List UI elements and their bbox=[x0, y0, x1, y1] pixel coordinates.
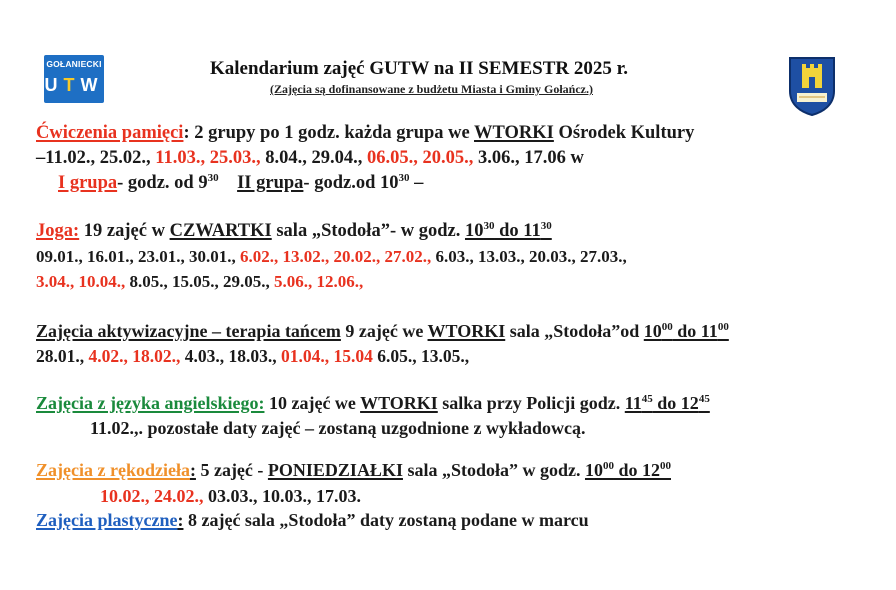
pamiec-dates-b: 8.04., 29.04., bbox=[260, 148, 363, 168]
taniec-place: sala „Stodoła”od bbox=[505, 321, 644, 341]
group1-minutes: 30 bbox=[207, 172, 219, 184]
taniec-line-1 bbox=[36, 321, 729, 342]
joga-heading: Joga: bbox=[36, 221, 80, 241]
joga-dates-apr: 3.04., 10.04., bbox=[36, 272, 126, 291]
group2-time: - godz.od 10 bbox=[303, 173, 399, 193]
angielski-time: $11^{45}$ do $12^{45}$ bbox=[624, 393, 710, 413]
pamiec-dates-red-b: 06.05., 20.05., bbox=[362, 148, 474, 168]
logo-top-text: GOŁANIECKI bbox=[46, 59, 102, 69]
taniec-dates-b: 4.03., 18.03., bbox=[180, 346, 277, 366]
angielski-desc: 10 zajęć we bbox=[264, 393, 361, 413]
pamiec-dates-red-a: 11.03., 25.03., bbox=[150, 148, 261, 168]
taniec-dates-c: 6.05., 13.05., bbox=[372, 346, 470, 366]
group1-label: I grupa bbox=[58, 173, 118, 193]
angielski-place: salka przy Policji godz. bbox=[437, 393, 625, 413]
group2-minutes: 30 bbox=[398, 172, 410, 184]
rekodzielo-dates bbox=[100, 486, 361, 507]
logo-letter-w: W bbox=[80, 75, 104, 95]
pamiec-dates-c: 3.06., 17.06 w bbox=[473, 148, 584, 168]
logo-letters bbox=[44, 75, 104, 96]
taniec-heading: Zajęcia aktywizacyjne – terapia tańcem bbox=[36, 321, 341, 341]
joga-dates-jan: 09.01., 16.01., 23.01., 30.01., bbox=[36, 247, 236, 266]
group1-time: - godz. od 9 bbox=[117, 173, 208, 193]
rekodzielo-heading: Zajęcia z rękodzieła bbox=[36, 460, 190, 480]
golancz-crest-icon bbox=[787, 55, 837, 117]
logo-letter-t: T bbox=[63, 75, 81, 95]
joga-dates-1 bbox=[36, 247, 627, 267]
pamiec-line-1 bbox=[36, 123, 694, 144]
taniec-dates-red-a: 4.02., 18.02., bbox=[84, 346, 181, 366]
plastyczne-desc: 8 zajęć sala „Stodoła” daty zostaną podane w marcu bbox=[183, 510, 589, 530]
group2-end: – bbox=[409, 173, 424, 193]
joga-desc: 19 zajęć w bbox=[79, 221, 170, 241]
taniec-day: WTORKI bbox=[427, 321, 506, 341]
pamiec-dates bbox=[36, 148, 584, 169]
logo-letter-u: U bbox=[44, 75, 64, 95]
angielski-heading: Zajęcia z języka angielskiego: bbox=[36, 393, 265, 413]
plastyczne-colon: : bbox=[177, 510, 184, 530]
taniec-time: $10^{00}$ do $11^{00}$ bbox=[643, 321, 729, 341]
joga-place: sala „Stodoła”- w godz. bbox=[271, 221, 465, 241]
group2-label: II grupa bbox=[237, 173, 304, 193]
rekodzielo-time: $10^{00}$ do $12^{00}$ bbox=[584, 460, 671, 480]
joga-dates-2 bbox=[36, 272, 363, 292]
plastyczne-heading: Zajęcia plastyczne bbox=[36, 510, 178, 530]
page-subtitle: (Zajęcia są dofinansowane z budżetu Miasta i Gminy Gołańcz.) bbox=[270, 82, 593, 96]
pamiec-day: WTORKI bbox=[474, 123, 554, 143]
rekodzielo-day: PONIEDZIAŁKI bbox=[267, 460, 403, 480]
joga-day: CZWARTKI bbox=[169, 221, 272, 241]
pamiec-place: Ośrodek Kultury bbox=[553, 123, 695, 143]
joga-dates-jun: 5.06., 12.06., bbox=[269, 272, 364, 291]
rekodzielo-dates-red: 10.02., 24.02., bbox=[100, 486, 204, 506]
pamiec-desc: : 2 grupy po 1 godz. każda grupa we bbox=[183, 123, 475, 143]
joga-dates-feb: 6.02., 13.02., 20.02., 27.02., bbox=[235, 247, 432, 266]
taniec-dates bbox=[36, 346, 469, 367]
taniec-desc: 9 zajęć we bbox=[340, 321, 428, 341]
joga-dates-mar: 6.03., 13.03., 20.03., 27.03., bbox=[431, 247, 627, 266]
angielski-line-1 bbox=[36, 393, 710, 414]
angielski-day: WTORKI bbox=[360, 393, 438, 413]
joga-time: $10^{30}$ do $11^{30}$ bbox=[464, 220, 552, 241]
rekodzielo-desc: 5 zajęć - bbox=[195, 460, 268, 480]
pamiec-dates-a: –11.02., 25.02., bbox=[36, 148, 151, 168]
pamiec-groups bbox=[58, 173, 423, 194]
angielski-line-2: 11.02.,. pozostałe daty zajęć – zostaną uzgodnione z wykładowcą. bbox=[90, 418, 586, 438]
rekodzielo-dates-black: 03.03., 10.03., 17.03. bbox=[203, 486, 361, 506]
taniec-dates-red-b: 01.04., 15.04 bbox=[276, 346, 373, 366]
joga-dates-may: 8.05., 15.05., 29.05., bbox=[125, 272, 270, 291]
taniec-dates-a: 28.01., bbox=[36, 346, 85, 366]
page-title: Kalendarium zajęć GUTW na II SEMESTR 2025 r. bbox=[210, 58, 629, 79]
rekodzielo-colon: : bbox=[189, 460, 196, 480]
pamiec-heading: Ćwiczenia pamięci bbox=[36, 123, 184, 143]
plastyczne-line bbox=[36, 510, 589, 531]
joga-line-1 bbox=[36, 221, 552, 242]
utw-logo bbox=[44, 55, 104, 103]
rekodzielo-line-1 bbox=[36, 460, 671, 481]
rekodzielo-place: sala „Stodoła” w godz. bbox=[402, 460, 585, 480]
